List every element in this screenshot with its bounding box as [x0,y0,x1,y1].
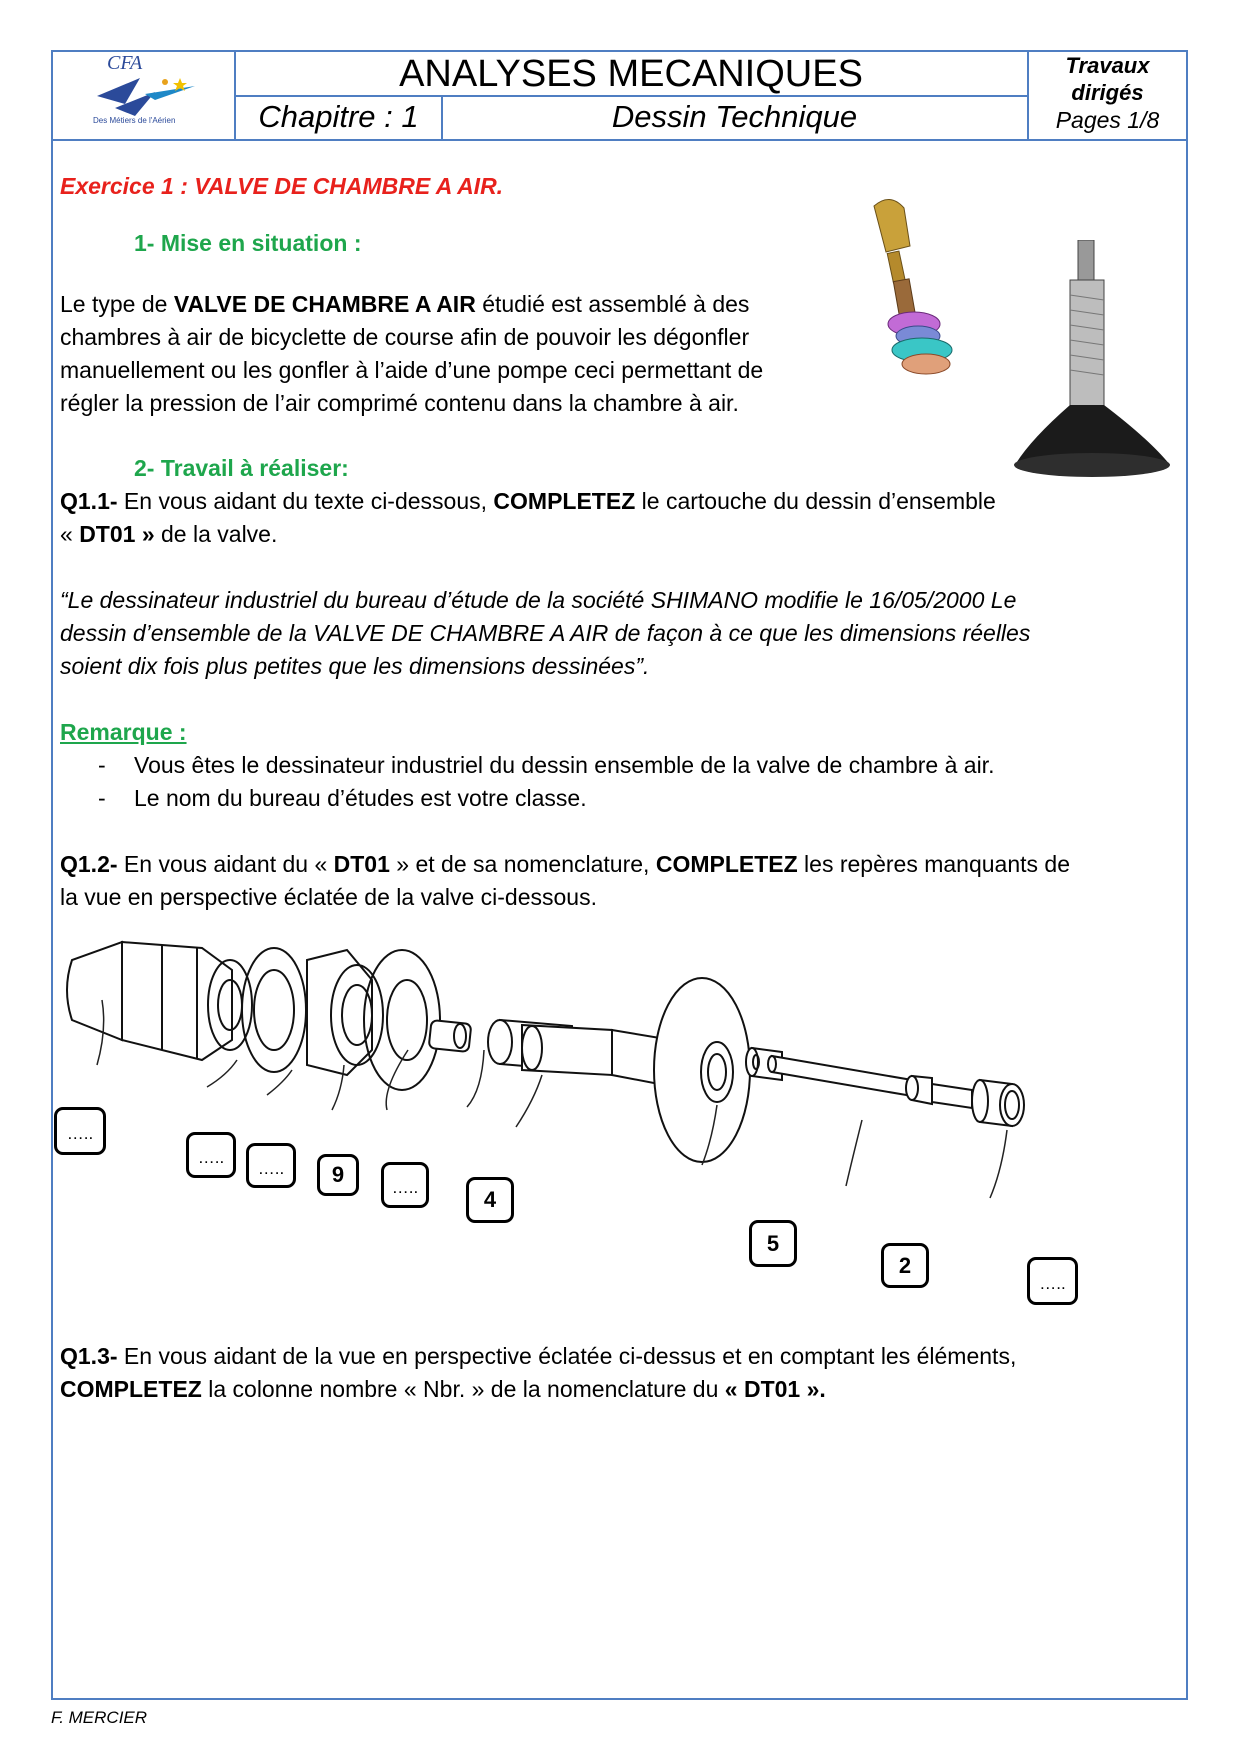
valve-color-illustration [860,196,970,396]
text-bold: COMPLETEZ [655,851,798,877]
header-separator [1027,50,1029,140]
callout-box: 2 [881,1243,929,1288]
q11-line-2 [60,518,277,551]
q12-line-2: la vue en perspective éclatée de la valve ci-dessous. [60,884,597,910]
remark-bullet-2: - [98,785,106,811]
logo-subtext: Des Métiers de l'Aérien [93,116,176,125]
chapter-label: Chapitre : 1 [258,99,419,134]
text: Le type de [60,291,174,317]
footer-author: F. MERCIER [51,1708,148,1727]
text: le cartouche du dessin d’ensemble [635,488,996,514]
remark-item-2: Le nom du bureau d’études est votre classe. [134,785,587,811]
intro-line-3: manuellement ou les gonfler à l’aide d’une pompe ceci permettant de [60,357,764,383]
exercise-title: Exercice 1 : VALVE DE CHAMBRE A AIR. [60,173,504,199]
callout-box: 4 [466,1177,514,1223]
callout-box[interactable]: ….. [186,1132,236,1178]
text: étudié est assemblé à des [475,291,750,317]
text-bold: DT01 [333,851,390,877]
section1-title: 1- Mise en situation : [134,230,362,256]
question-label: Q1.3- [60,1343,118,1369]
doc-type-line2: dirigés [1071,80,1144,105]
q13-line-2 [60,1373,826,1406]
q11-quote-1: “Le dessinateur industriel du bureau d’étude de la société SHIMANO modifie le 16/05/2000 Le [60,587,1017,613]
text-bold: VALVE DE CHAMBRE A AIR [173,291,476,317]
callout-box: 9 [317,1154,359,1196]
callout-box[interactable]: ….. [54,1107,106,1155]
question-label: Q1.1- [60,488,118,514]
text-bold: COMPLETEZ [493,488,636,514]
text: En vous aidant du texte ci-dessous, [117,488,494,514]
page-title: ANALYSES MECANIQUES [399,53,863,95]
page-number: Pages 1/8 [1055,107,1160,133]
doc-type [1030,52,1185,134]
intro-line-1 [60,288,749,321]
header-divider [51,139,1188,141]
text-bold: DT01 » [79,521,155,547]
exploded-view-drawing [52,930,1188,1310]
text: En vous aidant du « [117,851,334,877]
doc-type-line1: Travaux [1065,53,1150,78]
cfa-logo [85,52,210,130]
valve-photo-illustration [1010,240,1180,480]
text: « [60,521,80,547]
question-label: Q1.2- [60,851,118,877]
q11-line-1 [60,485,996,518]
text: les repères manquants de [797,851,1070,877]
remark-title: Remarque : [60,719,187,745]
q11-quote-2: dessin d’ensemble de la VALVE DE CHAMBRE A AIR de façon à ce que les dimensions réelles [60,620,1031,646]
section2-title: 2- Travail à réaliser: [134,455,349,481]
callout-box[interactable]: ….. [246,1143,296,1188]
logo-text: CFA [107,52,143,74]
remark-bullet-1: - [98,752,106,778]
intro-line-4: régler la pression de l’air comprimé contenu dans la chambre à air. [60,390,739,416]
subject-label: Dessin Technique [611,99,858,134]
remark-item-1: Vous êtes le dessinateur industriel du dessin ensemble de la valve de chambre à air. [134,752,995,778]
q12-line-1 [60,848,1070,881]
callout-box[interactable]: ….. [1027,1257,1078,1305]
q11-quote-3: soient dix fois plus petites que les dimensions dessinées”. [60,653,650,679]
intro-line-2: chambres à air de bicyclette de course afin de pouvoir les dégonfler [60,324,750,350]
callout-box: 5 [749,1220,797,1267]
text: la colonne nombre « Nbr. » de la nomenclature du [201,1376,725,1402]
text: » et de sa nomenclature, [389,851,656,877]
text: En vous aidant de la vue en perspective éclatée ci-dessus et en comptant les éléments, [117,1343,1017,1369]
text-bold: « DT01 ». [724,1376,826,1402]
q13-line-1 [60,1340,1016,1373]
text: de la valve. [154,521,278,547]
callout-box[interactable]: ….. [381,1162,429,1208]
text-bold: COMPLETEZ [60,1376,202,1402]
